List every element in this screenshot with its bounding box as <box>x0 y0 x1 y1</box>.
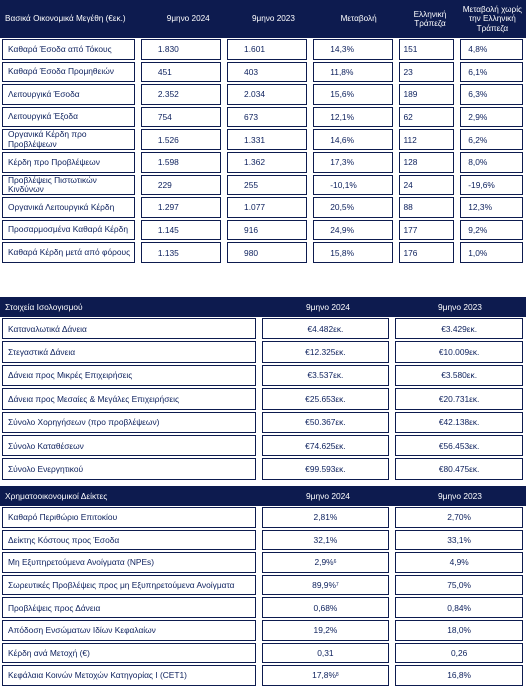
cell-v2023 <box>227 152 307 173</box>
cell-hellenic <box>399 84 453 105</box>
cell-hellenic <box>399 242 453 263</box>
cell-hellenic <box>399 220 453 241</box>
cell-v2023: €3.580εκ. <box>395 365 523 386</box>
value-v2024: 229 <box>157 179 172 190</box>
row-label: Κεφάλαια Κοινών Μετοχών Κατηγορίας Ι (CET1) <box>2 665 256 686</box>
cell-v2024 <box>262 643 390 664</box>
table-row <box>0 38 526 61</box>
value-v2024: 0,68% <box>313 602 338 613</box>
cell-change_ex <box>460 62 523 83</box>
row-label: Προβλέψεις Πιστωτικών Κινδύνων <box>2 175 135 196</box>
table-row <box>0 128 526 151</box>
cell-v2023 <box>227 220 307 241</box>
value-change: -10,1% <box>330 179 357 190</box>
value-v2024: 451 <box>157 66 172 77</box>
value-change: 20,5% <box>330 202 355 213</box>
cell-hellenic <box>399 197 453 218</box>
value-change_ex: 2,9% <box>468 112 488 123</box>
value-hellenic: 88 <box>403 202 413 213</box>
row-label: Καθαρά Έσοδα από Τόκους <box>2 39 135 60</box>
value-hellenic: 151 <box>403 44 418 55</box>
table-row <box>0 434 526 457</box>
value-change: 15,6% <box>330 89 355 100</box>
cell-v2023 <box>227 197 307 218</box>
cell-change_ex <box>460 175 523 196</box>
table-row <box>0 61 526 84</box>
cell-v2024: €12.325εκ. <box>262 341 390 362</box>
cell-change_ex <box>460 107 523 128</box>
cell-v2024 <box>262 530 390 551</box>
table-row <box>0 619 526 642</box>
cell-hellenic <box>399 175 453 196</box>
cell-v2023: €20.731εκ. <box>395 388 523 409</box>
cell-v2023: 2,70% <box>395 507 523 528</box>
header-9m-2024: 9μηνο 2024 <box>306 491 350 501</box>
cell-v2023: 18,0% <box>395 620 523 641</box>
balance-sheet-table <box>0 297 526 481</box>
value-v2024: 1.526 <box>157 134 179 145</box>
row-label: Λειτουργικά Έσοδα <box>2 84 135 105</box>
value-v2024: 754 <box>157 112 172 123</box>
header-9m-2024: 9μηνο 2024 <box>166 14 210 24</box>
row-label: Καθαρά Κέρδη μετά από φόρους <box>2 242 135 263</box>
value-v2023: 255 <box>244 179 259 190</box>
value-change: 11,8% <box>330 66 354 77</box>
row-label: Σύνολο Χορηγήσεων (προ προβλέψεων) <box>2 412 256 433</box>
cell-v2024 <box>141 220 221 241</box>
cell-change <box>313 220 393 241</box>
row-label: Καθαρά Έσοδα Προμηθειών <box>2 62 135 83</box>
cell-change_ex <box>460 197 523 218</box>
cell-v2024 <box>262 575 390 596</box>
cell-v2024 <box>262 665 390 686</box>
cell-v2023: 75,0% <box>395 575 523 596</box>
cell-v2024 <box>141 84 221 105</box>
value-change_ex: 9,2% <box>468 225 488 236</box>
value-v2023: 403 <box>244 66 259 77</box>
cell-change_ex <box>460 39 523 60</box>
table-row <box>0 364 526 387</box>
value-v2024: 17,8% <box>312 670 336 681</box>
cell-v2024 <box>141 197 221 218</box>
cell-hellenic <box>399 62 453 83</box>
table-row <box>0 642 526 665</box>
value-change_ex: -19,6% <box>468 179 495 190</box>
cell-change <box>313 152 393 173</box>
cell-v2024 <box>141 175 221 196</box>
cell-v2024 <box>141 62 221 83</box>
balance-sheet-header <box>0 297 526 317</box>
row-label: Καθαρό Περιθώριο Επιτοκίου <box>2 507 256 528</box>
financial-ratios-header <box>0 486 526 506</box>
value-v2024: 19,2% <box>313 625 338 636</box>
table-row <box>0 106 526 129</box>
cell-v2023: 4,9% <box>395 552 523 573</box>
value-change_ex: 12,3% <box>468 202 493 213</box>
cell-v2023: €3.429εκ. <box>395 318 523 339</box>
row-label: Κέρδη προ Προβλέψεων <box>2 152 135 173</box>
cell-v2024 <box>141 152 221 173</box>
cell-v2023: 16,8% <box>395 665 523 686</box>
value-v2023: 1.362 <box>244 157 266 168</box>
table-row <box>0 596 526 619</box>
cell-change <box>313 129 393 150</box>
table-row <box>0 340 526 363</box>
value-v2024: 2.352 <box>157 89 179 100</box>
value-v2023: 980 <box>244 247 259 258</box>
footnote-marker: 6 <box>333 559 337 566</box>
value-v2024: 32,1% <box>313 534 338 545</box>
table-row <box>0 457 526 480</box>
value-v2024: 2,81% <box>313 512 338 523</box>
value-hellenic: 177 <box>403 225 418 236</box>
row-label: Απόδοση Ενσώματων Ιδίων Κεφαλαίων <box>2 620 256 641</box>
table-row <box>0 219 526 242</box>
row-label: Σωρευτικές Προβλέψεις προς μη Εξυπηρετούμενα Ανοίγματα <box>2 575 256 596</box>
footnote-marker: 8 <box>335 672 339 679</box>
table-row <box>0 411 526 434</box>
cell-change_ex <box>460 84 523 105</box>
value-change_ex: 8,0% <box>468 157 488 168</box>
cell-v2024: €50.367εκ. <box>262 412 390 433</box>
header-9m-2023: 9μηνο 2023 <box>438 302 482 312</box>
cell-v2023 <box>227 84 307 105</box>
value-v2023: 1.077 <box>244 202 266 213</box>
header-9m-2023: 9μηνο 2023 <box>438 491 482 501</box>
value-change_ex: 1,0% <box>468 247 488 258</box>
table-row <box>0 241 526 264</box>
cell-v2023: €10.009εκ. <box>395 341 523 362</box>
cell-hellenic <box>399 39 453 60</box>
cell-hellenic <box>399 107 453 128</box>
table-row <box>0 83 526 106</box>
header-label: Χρηματοοικονομικοί Δείκτες <box>5 491 108 501</box>
cell-v2024: €4.482εκ. <box>262 318 390 339</box>
row-label: Δάνεια προς Μεσαίες & Μεγάλες Επιχειρήσεις <box>2 388 256 409</box>
cell-v2023: €80.475εκ. <box>395 458 523 479</box>
cell-v2023: €42.138εκ. <box>395 412 523 433</box>
cell-change_ex <box>460 242 523 263</box>
header-label: Στοιχεία Ισολογισμού <box>5 302 83 312</box>
cell-change <box>313 84 393 105</box>
value-v2024: 0,31 <box>317 647 334 658</box>
value-v2024: 89,9% <box>312 580 336 591</box>
row-label: Προβλέψεις προς Δάνεια <box>2 597 256 618</box>
row-label: Στεγαστικά Δάνεια <box>2 341 256 362</box>
cell-v2023: €56.453εκ. <box>395 435 523 456</box>
value-change_ex: 4,8% <box>468 44 488 55</box>
table-row <box>0 174 526 197</box>
cell-v2024 <box>262 552 390 573</box>
value-change_ex: 6,3% <box>468 89 488 100</box>
cell-v2023 <box>227 62 307 83</box>
cell-v2024 <box>262 507 390 528</box>
row-label: Δείκτης Κόστους προς Έσοδα <box>2 530 256 551</box>
value-v2023: 673 <box>244 112 259 123</box>
row-label: Προσαρμοσμένα Καθαρά Κέρδη <box>2 220 135 241</box>
row-label: Μη Εξυπηρετούμενα Ανοίγματα (NPEs) <box>2 552 256 573</box>
cell-v2024 <box>141 107 221 128</box>
cell-v2024 <box>262 620 390 641</box>
cell-v2023 <box>227 129 307 150</box>
value-v2023: 1.601 <box>244 44 266 55</box>
value-change: 12,1% <box>330 112 355 123</box>
cell-v2023: 0,26 <box>395 643 523 664</box>
cell-v2023 <box>227 242 307 263</box>
cell-change <box>313 175 393 196</box>
value-hellenic: 62 <box>403 112 413 123</box>
cell-v2023: 0,84% <box>395 597 523 618</box>
header-hellenic-bank: Ελληνική Τράπεζα <box>413 9 447 28</box>
cell-change_ex <box>460 220 523 241</box>
cell-v2023 <box>227 175 307 196</box>
financial-ratios-body <box>0 506 526 687</box>
header-9m-2024: 9μηνο 2024 <box>306 302 350 312</box>
header-change-ex-hellenic: Μεταβολή χωρίς την Ελληνική Τράπεζα <box>462 4 522 33</box>
cell-change <box>313 39 393 60</box>
value-change: 14,6% <box>330 134 355 145</box>
footnote-marker: 7 <box>335 582 339 589</box>
value-v2024: 2,9% <box>314 557 334 568</box>
cell-v2023 <box>227 107 307 128</box>
financial-ratios-table <box>0 486 526 687</box>
cell-v2024: €74.625εκ. <box>262 435 390 456</box>
cell-change <box>313 197 393 218</box>
value-change_ex: 6,2% <box>468 134 488 145</box>
cell-v2024 <box>141 39 221 60</box>
header-change: Μεταβολή <box>340 14 377 24</box>
value-v2024: 1.135 <box>157 247 179 258</box>
value-change: 17,3% <box>330 157 355 168</box>
value-v2024: 1.830 <box>157 44 179 55</box>
cell-v2023 <box>227 39 307 60</box>
value-hellenic: 112 <box>403 134 417 145</box>
table-row <box>0 151 526 174</box>
value-hellenic: 176 <box>403 247 418 258</box>
cell-change <box>313 242 393 263</box>
value-v2023: 2.034 <box>244 89 266 100</box>
cell-change <box>313 107 393 128</box>
cell-v2024: €3.537εκ. <box>262 365 390 386</box>
table-row <box>0 574 526 597</box>
table-row <box>0 317 526 340</box>
cell-v2023: 33,1% <box>395 530 523 551</box>
row-label: Σύνολο Καταθέσεων <box>2 435 256 456</box>
value-change: 14,3% <box>330 44 355 55</box>
row-label: Δάνεια προς Μικρές Επιχειρήσεις <box>2 365 256 386</box>
key-financials-header <box>0 0 526 38</box>
value-change_ex: 6,1% <box>468 66 488 77</box>
cell-v2024: €99.593εκ. <box>262 458 390 479</box>
value-hellenic: 128 <box>403 157 418 168</box>
balance-sheet-body <box>0 317 526 481</box>
value-v2023: 916 <box>244 225 259 236</box>
cell-hellenic <box>399 129 453 150</box>
cell-v2024: €25.653εκ. <box>262 388 390 409</box>
header-label: Βασικά Οικονομικά Μεγέθη (€εκ.) <box>5 14 126 24</box>
table-row <box>0 551 526 574</box>
row-label: Σύνολο Ενεργητικού <box>2 458 256 479</box>
row-label: Οργανικά Κέρδη προ Προβλέψεων <box>2 129 135 150</box>
row-label: Κέρδη ανά Μετοχή (€) <box>2 643 256 664</box>
value-hellenic: 23 <box>403 66 413 77</box>
key-financials-body <box>0 38 526 264</box>
value-hellenic: 189 <box>403 89 418 100</box>
value-change: 15,8% <box>330 247 355 258</box>
value-v2024: 1.297 <box>157 202 179 213</box>
cell-change <box>313 62 393 83</box>
header-9m-2023: 9μηνο 2023 <box>251 14 295 24</box>
value-v2024: 1.598 <box>157 157 179 168</box>
cell-change_ex <box>460 152 523 173</box>
cell-change_ex <box>460 129 523 150</box>
value-hellenic: 24 <box>403 179 413 190</box>
table-row <box>0 196 526 219</box>
table-row <box>0 506 526 529</box>
row-label: Καταναλωτικά Δάνεια <box>2 318 256 339</box>
value-v2023: 1.331 <box>244 134 266 145</box>
row-label: Οργανικά Λειτουργικά Κέρδη <box>2 197 135 218</box>
cell-v2024 <box>141 242 221 263</box>
value-v2024: 1.145 <box>157 225 179 236</box>
cell-v2024 <box>141 129 221 150</box>
value-change: 24,9% <box>330 225 355 236</box>
table-row <box>0 664 526 687</box>
row-label: Λειτουργικά Έξοδα <box>2 107 135 128</box>
cell-v2024 <box>262 597 390 618</box>
table-row <box>0 387 526 410</box>
table-row <box>0 529 526 552</box>
key-financials-table <box>0 0 526 264</box>
cell-hellenic <box>399 152 453 173</box>
